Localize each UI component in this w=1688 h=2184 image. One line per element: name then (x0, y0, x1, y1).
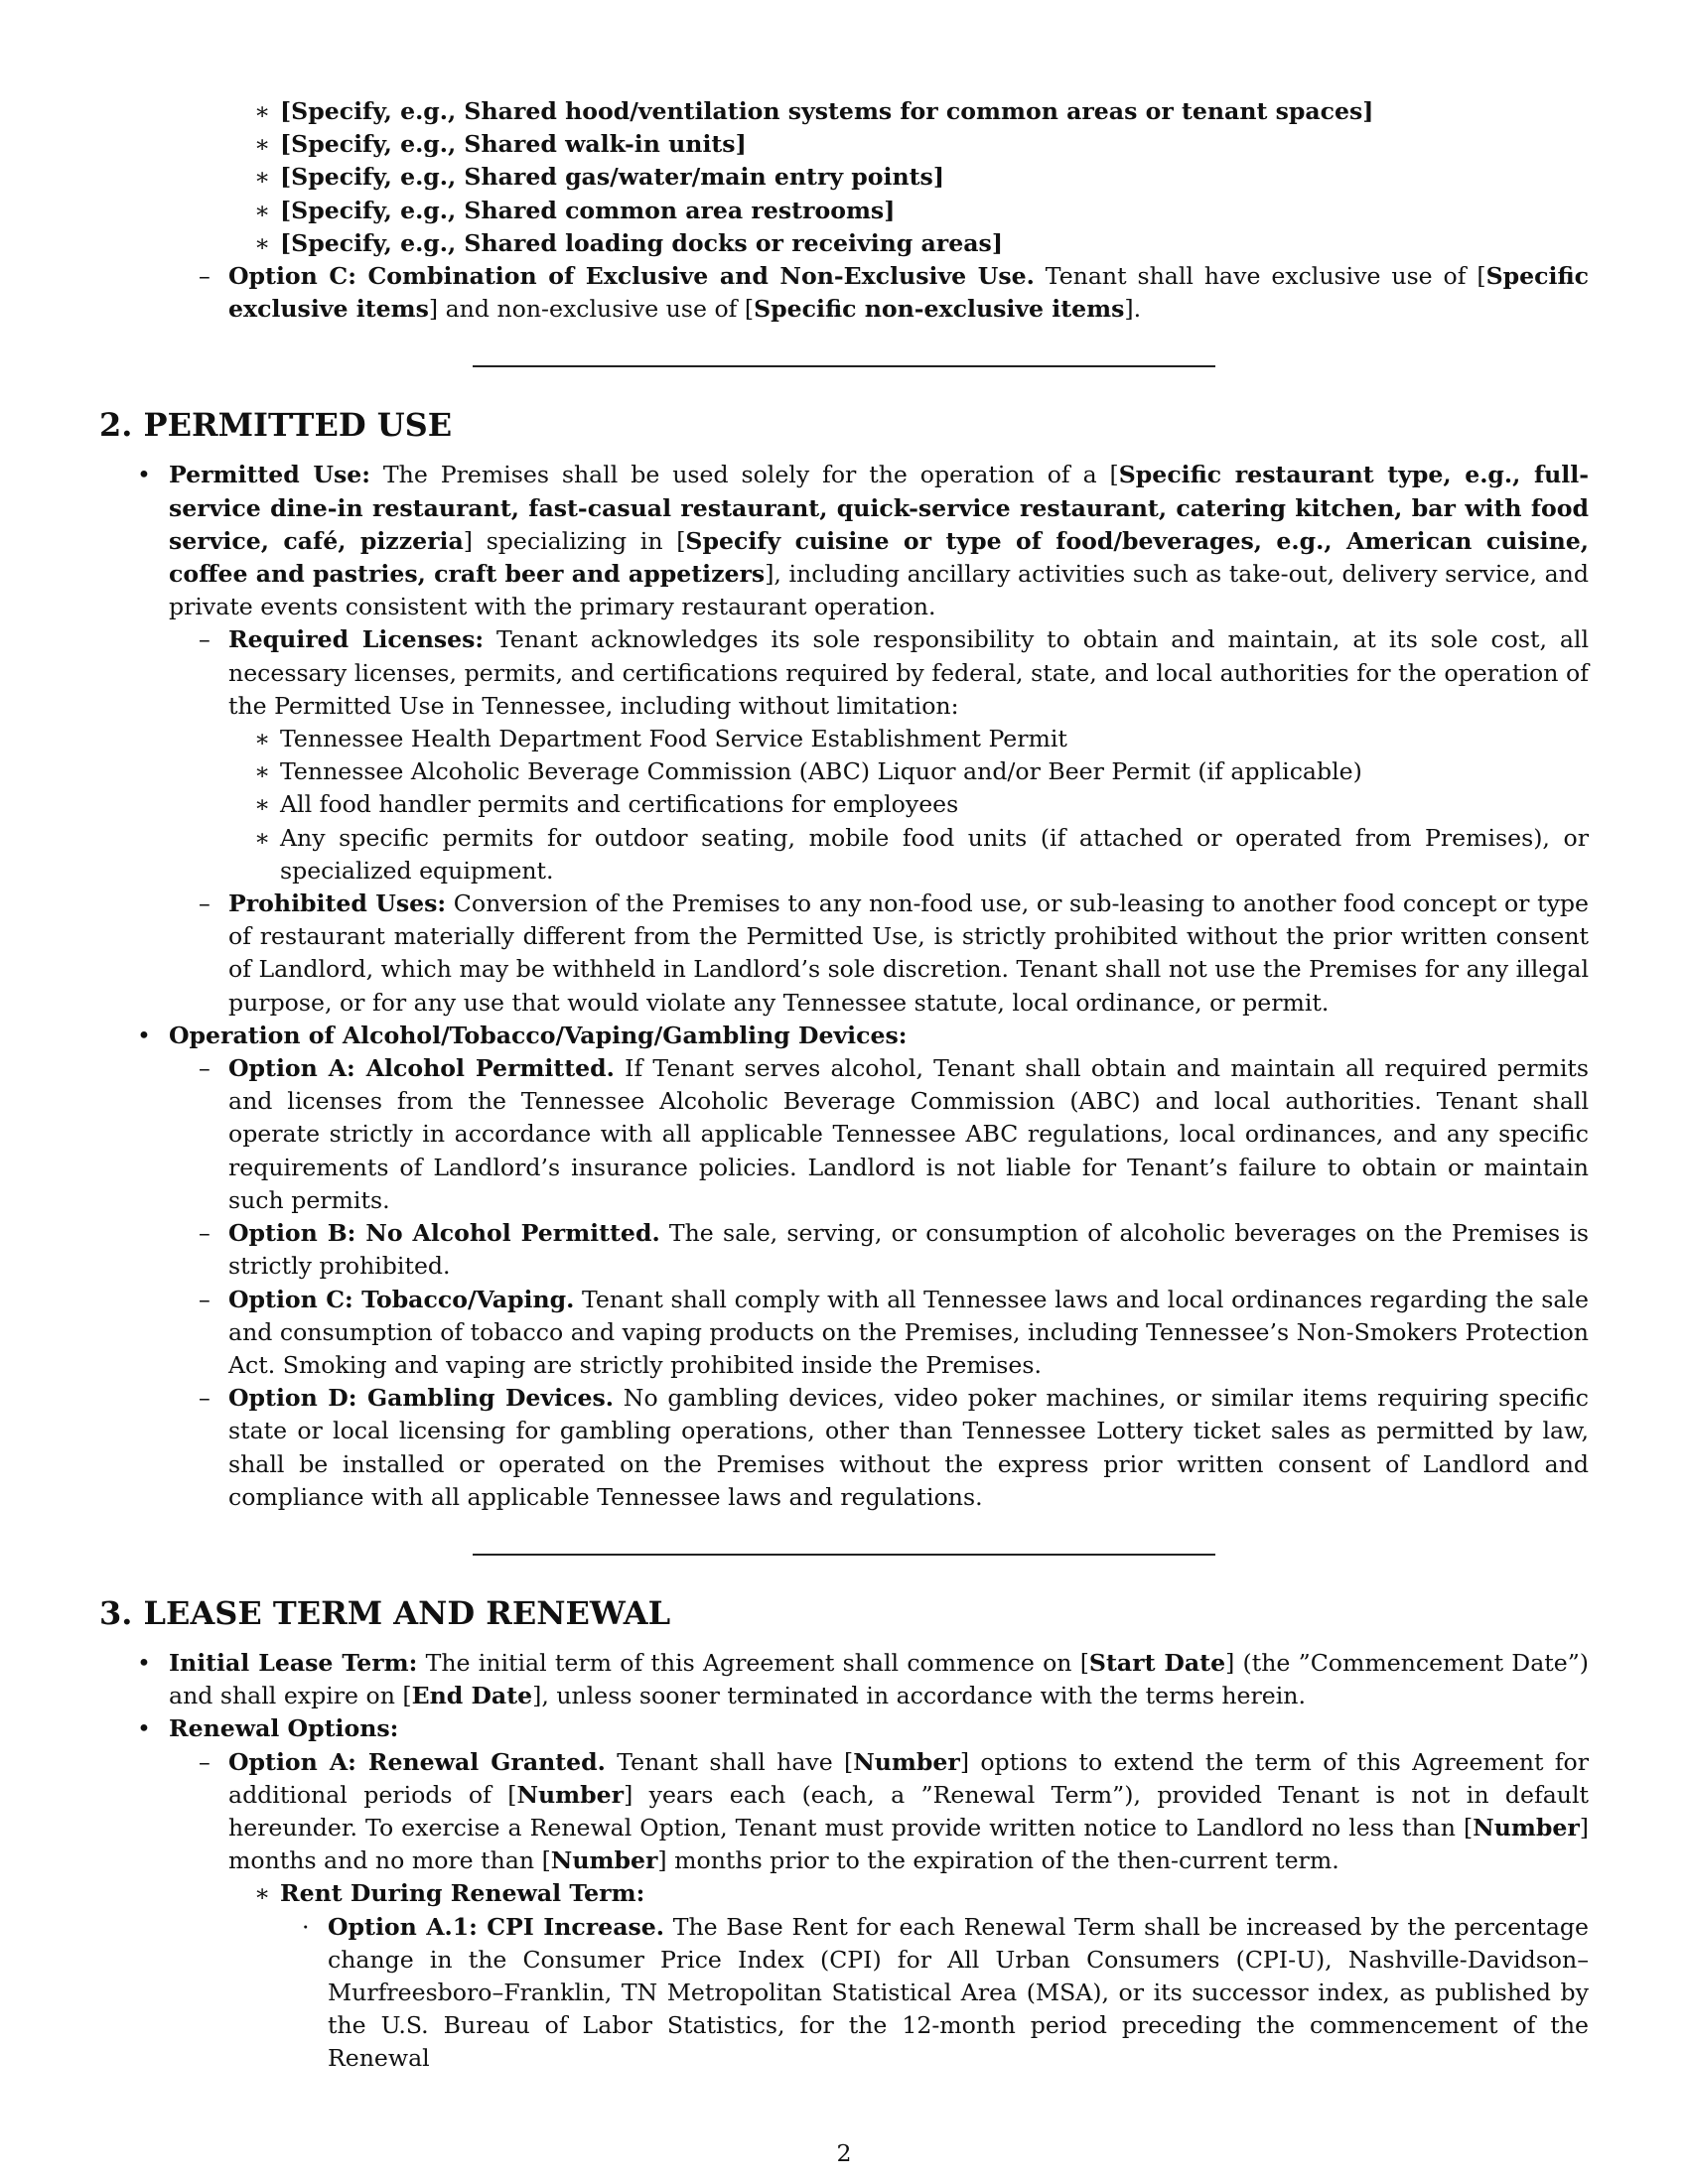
section-heading: 2. PERMITTED USE (99, 406, 453, 445)
dash-bullet-icon: – (199, 625, 211, 654)
option-a-renewal-item: – Option A: Renewal Granted. Tenant shall have [Number] options to extend the term of this Agreement for additional periods of [Number] years each (each, a ”Renewal Term”), provided Tenant is not in default hereunder. To exercise a Renewal Option, Tenant must provide written notice to Landlord no less than [Number] months and no more than [Number] months prior to the expiration of the then-current term. (199, 1747, 1589, 1875)
asterisk-bullet-icon: ∗ (254, 97, 271, 125)
bullet-icon: • (137, 1714, 151, 1743)
rent-during-renewal-item: ∗ Rent During Renewal Term: (99, 1877, 1589, 1910)
permitted-use-item: • Permitted Use: The Premises shall be used solely for the operation of a [Specific restaurant type, e.g., full-service dine-in restaurant, fast-casual restaurant, quick-service restaurant, catering kitchen, bar with food service, café, pizzeria] specializing in [Specify cuisine or type of food/beverages, e.g., American cuisine, coffee and pastries, craft beer and appetizers], including ancillary activities such as take-out, delivery service, and private events consistent with the primary restaurant operation. (137, 461, 1590, 621)
option-c-exclusive-item: – Option C: Combination of Exclusive and Non-Exclusive Use. Tenant shall have exclusive use of [Specific exclusive items] and non-exclusive use of [Specific non-exclusive items]. (199, 262, 1589, 324)
asterisk-bullet-icon: ∗ (254, 823, 271, 852)
required-licenses-item: – Required Licenses: Tenant acknowledges its sole responsibility to obtain and maintain, at its sole cost, all necessary licenses, permits, and certifications required by federal, state, and local authorities for the operation of the Permitted Use in Tennessee, including without limitation: (199, 625, 1589, 720)
prohibited-uses-item: – Prohibited Uses: Conversion of the Premises to any non-food use, or sub-leasing to another food concept or type of restaurant materially different from the Permitted Use, is strictly prohibited without the prior written consent of Landlord, which may be withheld in Landlord’s sole discretion. Tenant shall not use the Premises for any illegal purpose, or for any use that would violate any Tennessee statute, local ordinance, or permit. (199, 889, 1590, 1017)
bullet-icon: • (137, 1021, 151, 1049)
asterisk-bullet-icon: ∗ (254, 130, 271, 159)
dash-bullet-icon: – (199, 1747, 211, 1776)
dash-bullet-icon: – (199, 1285, 211, 1313)
dash-bullet-icon: – (199, 1054, 211, 1083)
list-item: ∗ All food handler permits and certifications for employees (99, 788, 1589, 821)
list-item: ∗ Any specific permits for outdoor seating, mobile food units (if attached or operated from Premises), or specialized equipment. (254, 823, 1589, 885)
dash-bullet-icon: – (199, 1384, 211, 1413)
section-divider (473, 1554, 1215, 1556)
dot-bullet-icon: · (302, 1912, 310, 1941)
renewal-options-item: • Renewal Options: (99, 1712, 1589, 1745)
page-number: 2 (836, 2139, 852, 2167)
document-page (99, 95, 1589, 2076)
bullet-icon: • (137, 461, 151, 489)
section-heading: 3. LEASE TERM AND RENEWAL (99, 1593, 671, 1632)
dash-bullet-icon: – (199, 889, 211, 918)
list-item: ∗ Tennessee Alcoholic Beverage Commission (ABC) Liquor and/or Beer Permit (if applicable) (99, 755, 1589, 788)
operation-devices-item: • Operation of Alcohol/Tobacco/Vaping/Gambling Devices: (99, 1020, 1589, 1052)
asterisk-bullet-icon: ∗ (254, 196, 271, 224)
section-divider (473, 365, 1215, 367)
asterisk-bullet-icon: ∗ (254, 1879, 271, 1908)
bullet-icon: • (137, 1648, 151, 1677)
option-d-gambling-item: – Option D: Gambling Devices. No gambling devices, video poker machines, or similar items requiring specific state or local licensing for gambling operations, other than Tennessee Lottery ticket sales as permitted by law, shall be installed or operated on the Premises without the express prior written consent of Landlord and compliance with all applicable Tennessee laws and regulations. (199, 1384, 1589, 1511)
cpi-increase-item: · Option A.1: CPI Increase. The Base Rent for each Renewal Term shall be increased by the percentage change in the Consumer Price Index (CPI) for All Urban Consumers (CPI-U), Nashville-Davidson–Murfreesboro–Franklin, TN Metropolitan Statistical Area (MSA), or its successor index, as published by the U.S. Bureau of Labor Statistics, for the 12-month period preceding the commencement of the Renewal (302, 1912, 1589, 2073)
list-item: ∗ [Specify, e.g., Shared gas/water/main entry points] (99, 161, 1589, 194)
list-item: ∗ [Specify, e.g., Shared walk-in units] (99, 128, 1589, 161)
option-a-alcohol-item: – Option A: Alcohol Permitted. If Tenant serves alcohol, Tenant shall obtain and maintain all required permits and licenses from the Tennessee Alcoholic Beverage Commission (ABC) and local authorities. Tenant shall operate strictly in accordance with all applicable Tennessee ABC regulations, local ordinances, and any specific requirements of Landlord’s insurance policies. Landlord is not liable for Tenant’s failure to obtain or maintain such permits. (199, 1054, 1589, 1214)
dash-bullet-icon: – (199, 1219, 211, 1248)
dash-bullet-icon: – (199, 262, 211, 291)
asterisk-bullet-icon: ∗ (254, 790, 271, 819)
asterisk-bullet-icon: ∗ (254, 725, 271, 753)
initial-lease-term-item: • Initial Lease Term: The initial term of this Agreement shall commence on [Start Date] (the ”Commencement Date”) and shall expire on [End Date], unless sooner terminated in accordance with the terms herein. (137, 1648, 1589, 1710)
list-item: ∗ [Specify, e.g., Shared loading docks or receiving areas] (99, 227, 1589, 260)
list-item: ∗ [Specify, e.g., Shared hood/ventilation systems for common areas or tenant spaces] (99, 95, 1589, 128)
list-item: ∗ Tennessee Health Department Food Service Establishment Permit (99, 723, 1589, 755)
asterisk-bullet-icon: ∗ (254, 163, 271, 192)
option-b-no-alcohol-item: – Option B: No Alcohol Permitted. The sale, serving, or consumption of alcoholic beverages on the Premises is strictly prohibited. (199, 1219, 1590, 1281)
list-item: ∗ [Specify, e.g., Shared common area restrooms] (99, 195, 1589, 227)
asterisk-bullet-icon: ∗ (254, 757, 271, 786)
asterisk-bullet-icon: ∗ (254, 228, 271, 257)
option-c-tobacco-item: – Option C: Tobacco/Vaping. Tenant shall comply with all Tennessee laws and local ordinances regarding the sale and consumption of tobacco and vaping products on the Premises, including Tennessee’s Non-Smokers Protection Act. Smoking and vaping are strictly prohibited inside the Premises. (199, 1285, 1589, 1379)
